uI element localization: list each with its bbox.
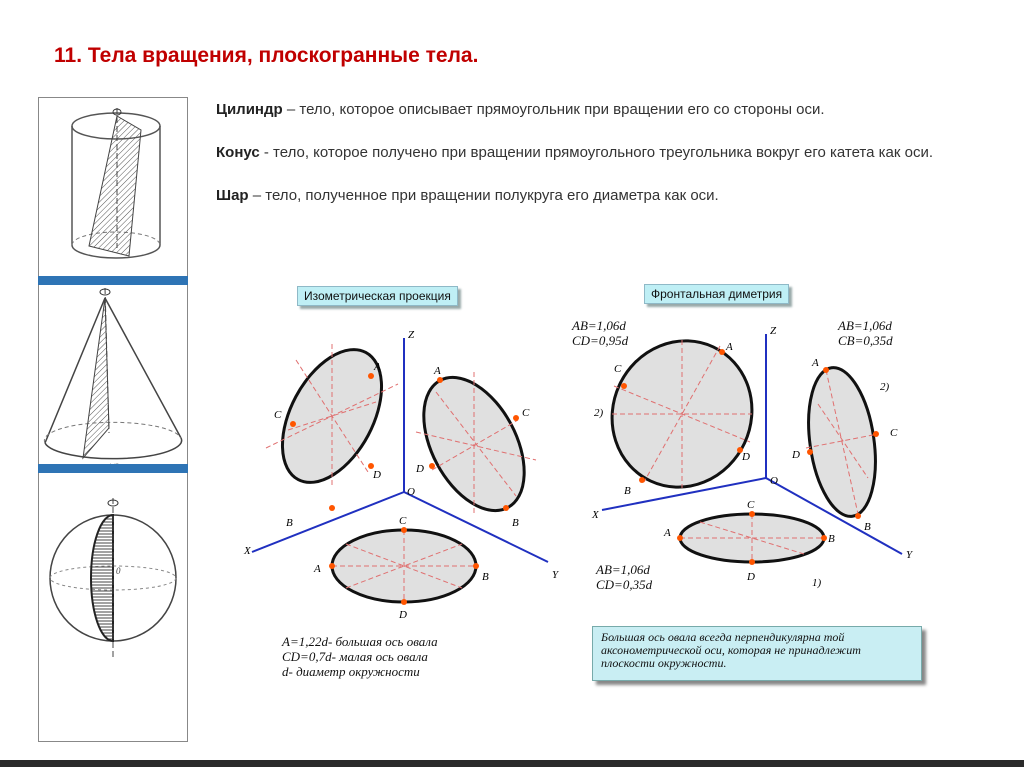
side-figures-drawing	[39, 98, 187, 741]
dim-info-box: Большая ось овала всегда перпендикулярна той аксонометрической оси, которая не принадлежит плоскости окружности.	[592, 626, 922, 681]
iso-note-line-3: d- диаметр окружности	[282, 664, 420, 679]
iso-note-line-1: A=1,22d- большая ось овала	[282, 634, 438, 649]
cone-figure	[44, 288, 181, 472]
iso-x-label: X	[244, 545, 251, 557]
iso-note	[282, 634, 438, 679]
cylinder-definition	[216, 98, 1006, 121]
dim-bottom-c: C	[747, 499, 755, 511]
dim-note-front-1: AB=1,06d	[572, 318, 626, 333]
dim-side-oval	[791, 357, 898, 533]
sphere-term: Шар	[216, 187, 249, 204]
dim-tag-2b: 2)	[880, 381, 890, 393]
dim-tag-1: 1)	[812, 577, 822, 589]
iso-bottom-a: A	[314, 563, 321, 575]
dim-bottom-b: B	[828, 533, 835, 545]
dim-side-d: D	[792, 449, 800, 461]
definitions	[216, 98, 1006, 227]
iso-drawing	[236, 320, 586, 630]
sphere-definition	[216, 184, 1006, 207]
dim-y-label: Y	[906, 549, 913, 561]
dim-side-c: C	[890, 427, 898, 439]
dim-z-label: Z	[770, 325, 777, 337]
dim-side-b: B	[864, 521, 871, 533]
dim-front-c: C	[614, 363, 622, 375]
iso-left-d: D	[373, 469, 381, 481]
cylinder-term: Цилиндр	[216, 101, 283, 118]
iso-bottom-b: B	[482, 571, 489, 583]
cone-term: Конус	[216, 144, 260, 161]
side-band-1	[38, 276, 188, 285]
iso-bottom-oval	[313, 515, 489, 621]
dim-o-label: O	[770, 475, 778, 487]
iso-bottom-d: D	[399, 609, 407, 621]
dim-side-a: A	[812, 357, 819, 369]
dim-bottom-d: D	[747, 571, 755, 583]
side-figures-panel	[38, 97, 188, 742]
dim-bottom-a: A	[664, 527, 671, 539]
iso-right-c: C	[522, 407, 530, 419]
iso-right-b: B	[512, 517, 519, 529]
sphere-center-label: 0	[116, 566, 121, 576]
dim-note-bottom-1: AB=1,06d	[596, 562, 650, 577]
dim-label-box: Фронтальная диметрия	[644, 284, 789, 304]
iso-left-oval	[262, 333, 402, 529]
iso-o-label: O	[407, 486, 415, 498]
dim-x-label: X	[592, 509, 599, 521]
iso-label-box: Изометрическая проекция	[297, 286, 458, 306]
iso-left-c: C	[274, 409, 282, 421]
iso-right-a: A	[434, 365, 441, 377]
slide-title: 11. Тела вращения, плоскогранные тела.	[54, 44, 479, 67]
iso-y-label: Y	[552, 569, 559, 581]
iso-left-b: B	[286, 517, 293, 529]
dim-note-front-2: CD=0,95d	[572, 333, 629, 348]
dim-front-d: D	[742, 451, 750, 463]
iso-left-a: A	[374, 361, 381, 373]
iso-right-oval	[403, 361, 545, 529]
dim-drawing	[580, 318, 930, 608]
iso-right-d: D	[416, 463, 424, 475]
dim-note-side-1: AB=1,06d	[838, 318, 892, 333]
iso-note-line-2: CD=0,7d- малая ось овала	[282, 649, 428, 664]
cylinder-text: – тело, которое описывает прямоугольник при вращении его со стороны оси.	[282, 101, 825, 118]
sphere-text: – тело, полученное при вращении полукруга его диаметра как оси.	[248, 187, 719, 204]
dim-note-side-2: CB=0,35d	[838, 333, 893, 348]
side-band-2	[38, 464, 188, 473]
dim-bottom-oval	[663, 499, 835, 589]
iso-z-label: Z	[408, 329, 415, 341]
dim-front-a: A	[726, 341, 733, 353]
footer-bar	[0, 760, 1024, 767]
cone-definition	[216, 141, 1006, 164]
cone-text: - тело, которое получено при вращении прямоугольного треугольника вокруг его катета как оси.	[259, 144, 933, 161]
dim-front-b: B	[624, 485, 631, 497]
cylinder-figure	[72, 108, 160, 258]
sphere-figure	[50, 498, 176, 658]
iso-bottom-c: C	[399, 515, 407, 527]
dim-note-bottom-2: CD=0,35d	[596, 577, 653, 592]
dim-tag-2a: 2)	[594, 407, 604, 419]
